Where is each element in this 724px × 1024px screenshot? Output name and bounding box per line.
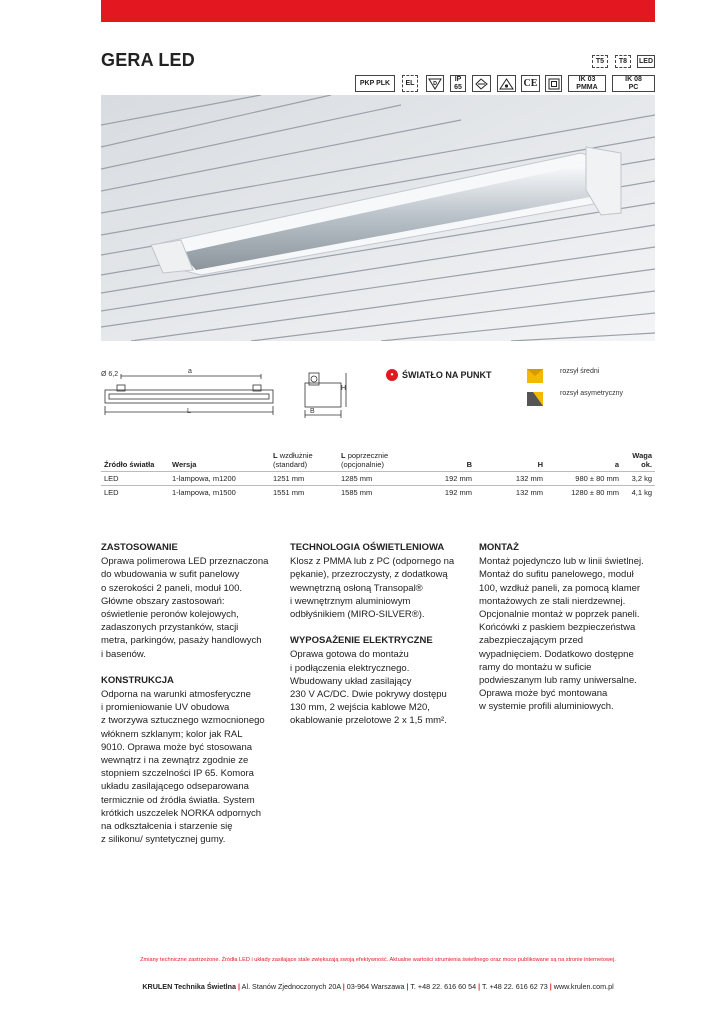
cell-l2: 1585 mm [338, 486, 409, 500]
header-weight: Waga ok. [632, 451, 652, 469]
section-title-montaz: MONTAŻ [479, 542, 519, 553]
footer-phone2: T. +48 22. 616 62 73 [481, 982, 548, 991]
light-point-title: ŚWIATŁO NA PUNKT [402, 370, 492, 380]
cell-weight: 3,2 kg [622, 472, 655, 486]
drawing-l-label: L [187, 408, 191, 415]
medium-distribution-label: rozsył średni [560, 368, 600, 375]
top-red-bar [101, 0, 655, 22]
footer-city: 03-964 Warszawa [346, 982, 405, 991]
table-row [101, 486, 655, 500]
technical-drawing [101, 363, 361, 423]
cell-a: 980 ± 80 mm [546, 472, 622, 486]
cert-ik03-top: IK 03 [578, 75, 596, 83]
header-l-transverse: L poprzecznie (opcjonalnie) [341, 451, 389, 469]
cell-version: 1-lampowa, m1500 [169, 486, 270, 500]
svg-text:D: D [433, 80, 437, 87]
section-text-zastosowanie: Oprawa polimerowa LED przeznaczona do wbudowania w sufit panelowy o szerokości 2 paneli, moduł 100. Główne obszary zastosowań: oświetlenie peronów kolejowych, zadaszonych przystanków, stacji metra, parkingów, pasaży handlowych i basenów. [101, 556, 269, 660]
cert-ik08 [612, 75, 655, 92]
header-b: B [466, 460, 472, 469]
cert-ce-icon: CE [521, 75, 540, 92]
header-source: Źródło światła [104, 460, 155, 469]
cell-b: 192 mm [409, 486, 475, 500]
spec-table [101, 449, 655, 499]
section-title-technologia: TECHNOLOGIA OŚWIETLENIOWA [290, 542, 445, 553]
medium-distribution-icon [527, 369, 543, 383]
lamp-type-t8: T8 [615, 55, 631, 68]
cell-version: 1-lampowa, m1200 [169, 472, 270, 486]
section-title-zastosowanie: ZASTOSOWANIE [101, 542, 178, 553]
footer-company: KRULEN Technika Świetlna [142, 982, 237, 991]
column-left [101, 541, 281, 859]
cell-b: 192 mm [409, 472, 475, 486]
cert-ik03-bottom: PMMA [576, 83, 598, 91]
asymmetric-distribution-icon [527, 392, 543, 406]
cell-source: LED [101, 472, 169, 486]
header-version: Wersja [172, 460, 197, 469]
cert-class-ii-icon [545, 75, 562, 92]
header-l-longitudinal: L wzdłużnie (standard) [273, 451, 313, 469]
cert-ik08-top: IK 08 [625, 75, 642, 83]
cert-d-icon [426, 75, 444, 92]
table-row [101, 472, 655, 486]
footer-contact: KRULEN Technika Świetlna | Al. Stanów Zjednoczonych 20A | 03-964 Warszawa | T. +48 22. 616 60 54 | T. +48 22. 616 62 73 | www.krulen.com.pl [142, 982, 614, 991]
cert-ip-top: IP [454, 75, 462, 83]
cert-ball-impact-icon [497, 75, 516, 92]
table-header-row [101, 449, 655, 472]
technical-note: Zmiany techniczne zastrzeżone. Źródła LED i układy zasilające stale zwiększają swoją efektywność. Aktualne wartości strumienia świetlnego oraz moce publikowane są na stronie internetowej. [140, 957, 616, 963]
column-right [479, 541, 659, 727]
cert-ik03 [568, 75, 606, 92]
drawing-h-label: H [341, 385, 347, 392]
lamp-type-led: LED [637, 55, 655, 68]
cell-weight: 4,1 kg [622, 486, 655, 500]
header-a: a [614, 460, 619, 469]
section-title-wyposazenie: WYPOSAŻENIE ELEKTRYCZNE [290, 635, 433, 647]
light-point-icon: • [386, 369, 398, 381]
cert-ip-bottom: 65 [454, 83, 462, 91]
section-text-montaz: Montaż pojedynczo lub w linii świetlnej. Montaż do sufitu panelowego, moduł 100, wzdłuż paneli, za pomocą klamer montażowych ze stali nierdzewnej. Opcjonalnie montaż w poprzek paneli. Końcówki z paskiem bezpieczeństwa zabezpieczającym przed wypadnięciem. Dodatkowo dostępne ramy do montażu w suficie podwieszanym lub ramy uniwersalne. Oprawa może być montowana w systemie profili aluminiowych. [479, 556, 644, 713]
asymmetric-distribution-label: rozsył asymetryczny [560, 390, 624, 397]
drawing-a-label: a [188, 368, 192, 375]
section-text-technologia: Klosz z PMMA lub z PC (odpornego na pękanie), przezroczysty, z dodatkową wewnętrzną osłoną Transopal® i wewnętrznym aluminiowym odbłyśnikiem (MIRO-SILVER®). [290, 556, 455, 621]
drawing-b-label: B [310, 408, 315, 415]
cert-temperature-icon [472, 75, 491, 92]
cell-source: LED [101, 486, 169, 500]
cell-l1: 1551 mm [270, 486, 338, 500]
lamp-type-t5: T5 [592, 55, 608, 68]
product-photo [101, 95, 655, 341]
footer-address: Al. Stanów Zjednoczonych 20A [241, 982, 341, 991]
footer-phone1: T. +48 22. 616 60 54 [410, 982, 477, 991]
cert-el: EL [402, 75, 418, 92]
cert-ik08-bottom: PC [628, 83, 639, 91]
column-middle [290, 541, 472, 741]
section-text-konstrukcja: Odporna na warunki atmosferyczne i promieniowanie UV obudowa z tworzywa sztucznego wzmocnionego włóknem szklanym; kolor jak RAL 9010. Oprawa może być stosowana wewnątrz i na zewnątrz zgodnie ze stopniem szczelności IP 65. Komora układu zasilającego odseparowana termicznie od źródła światła. System krótkich uszczelek NORKA odpornych na odkształcenia i starzenie się z silikonu/ syntetycznej gumy. [101, 689, 265, 846]
section-title-konstrukcja: KONSTRUKCJA [101, 674, 174, 686]
drawing-diameter-label: Ø 6,2 [101, 371, 119, 378]
cell-l2: 1285 mm [338, 472, 409, 486]
header-h: H [537, 460, 543, 469]
footer-website-link[interactable]: www.krulen.com.pl [553, 982, 614, 991]
cert-ip65 [450, 75, 466, 92]
cell-h: 132 mm [475, 486, 546, 500]
section-text-wyposazenie: Oprawa gotowa do montażu i podłączenia elektrycznego. Wbudowany układ zasilający 230 V AC/DC. Dwie pokrywy dostępu 130 mm, 2 wejścia kablowe M20, okablowanie przelotowe 2 x 1,5 mm². [290, 649, 447, 727]
page-title: GERA LED [101, 50, 195, 70]
cell-a: 1280 ± 80 mm [546, 486, 622, 500]
cert-pkp-plk: PKP PLK [355, 75, 395, 92]
cell-l1: 1251 mm [270, 472, 338, 486]
cell-h: 132 mm [475, 472, 546, 486]
